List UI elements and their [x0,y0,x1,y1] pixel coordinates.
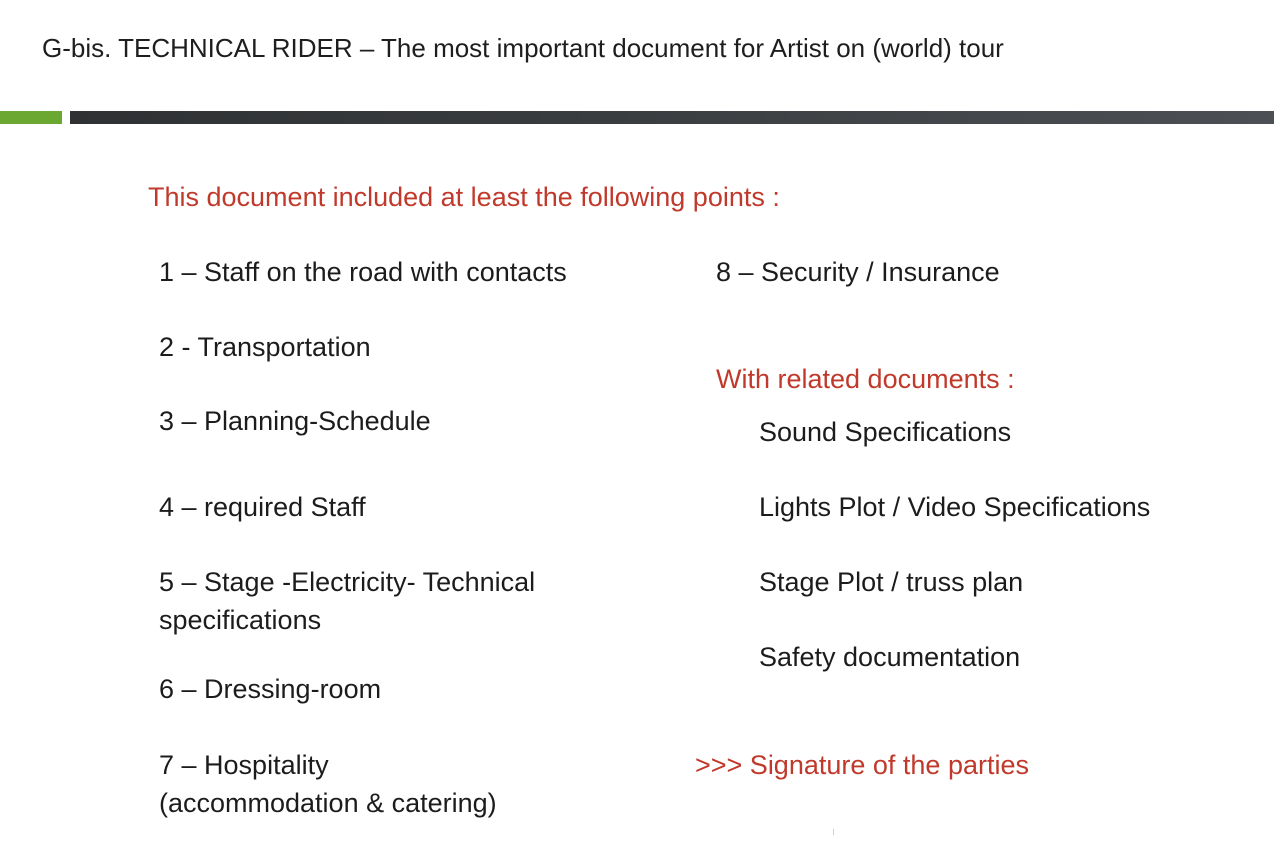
related-documents-heading: With related documents : [716,364,1015,394]
related-doc-lights-video: Lights Plot / Video Specifications [759,492,1151,522]
point-7-hospitality: 7 – Hospitality [159,750,329,780]
point-6-dressing-room: 6 – Dressing-room [159,674,382,704]
title-divider-rule [70,111,1274,124]
related-doc-stage-plot: Stage Plot / truss plan [759,567,1024,597]
slide-title: G-bis. TECHNICAL RIDER – The most important document for Artist on (world) tour [42,33,1004,63]
point-2-transportation: 2 - Transportation [159,332,371,362]
point-3-planning-schedule: 3 – Planning-Schedule [159,406,431,436]
point-5-stage-electricity-continued: specifications [159,605,322,635]
point-7-hospitality-continued: (accommodation & catering) [159,788,497,818]
point-8-security-insurance: 8 – Security / Insurance [716,257,1000,287]
green-accent-bar [0,111,62,124]
point-1-staff-on-road: 1 – Staff on the road with contacts [159,257,567,287]
faint-mark [833,829,834,835]
related-doc-sound-specifications: Sound Specifications [759,417,1012,447]
point-5-stage-electricity: 5 – Stage -Electricity- Technical [159,567,536,597]
signature-of-parties: >>> Signature of the parties [695,750,1029,780]
intro-heading: This document included at least the following points : [148,182,780,212]
related-doc-safety: Safety documentation [759,642,1021,672]
point-4-required-staff: 4 – required Staff [159,492,366,522]
